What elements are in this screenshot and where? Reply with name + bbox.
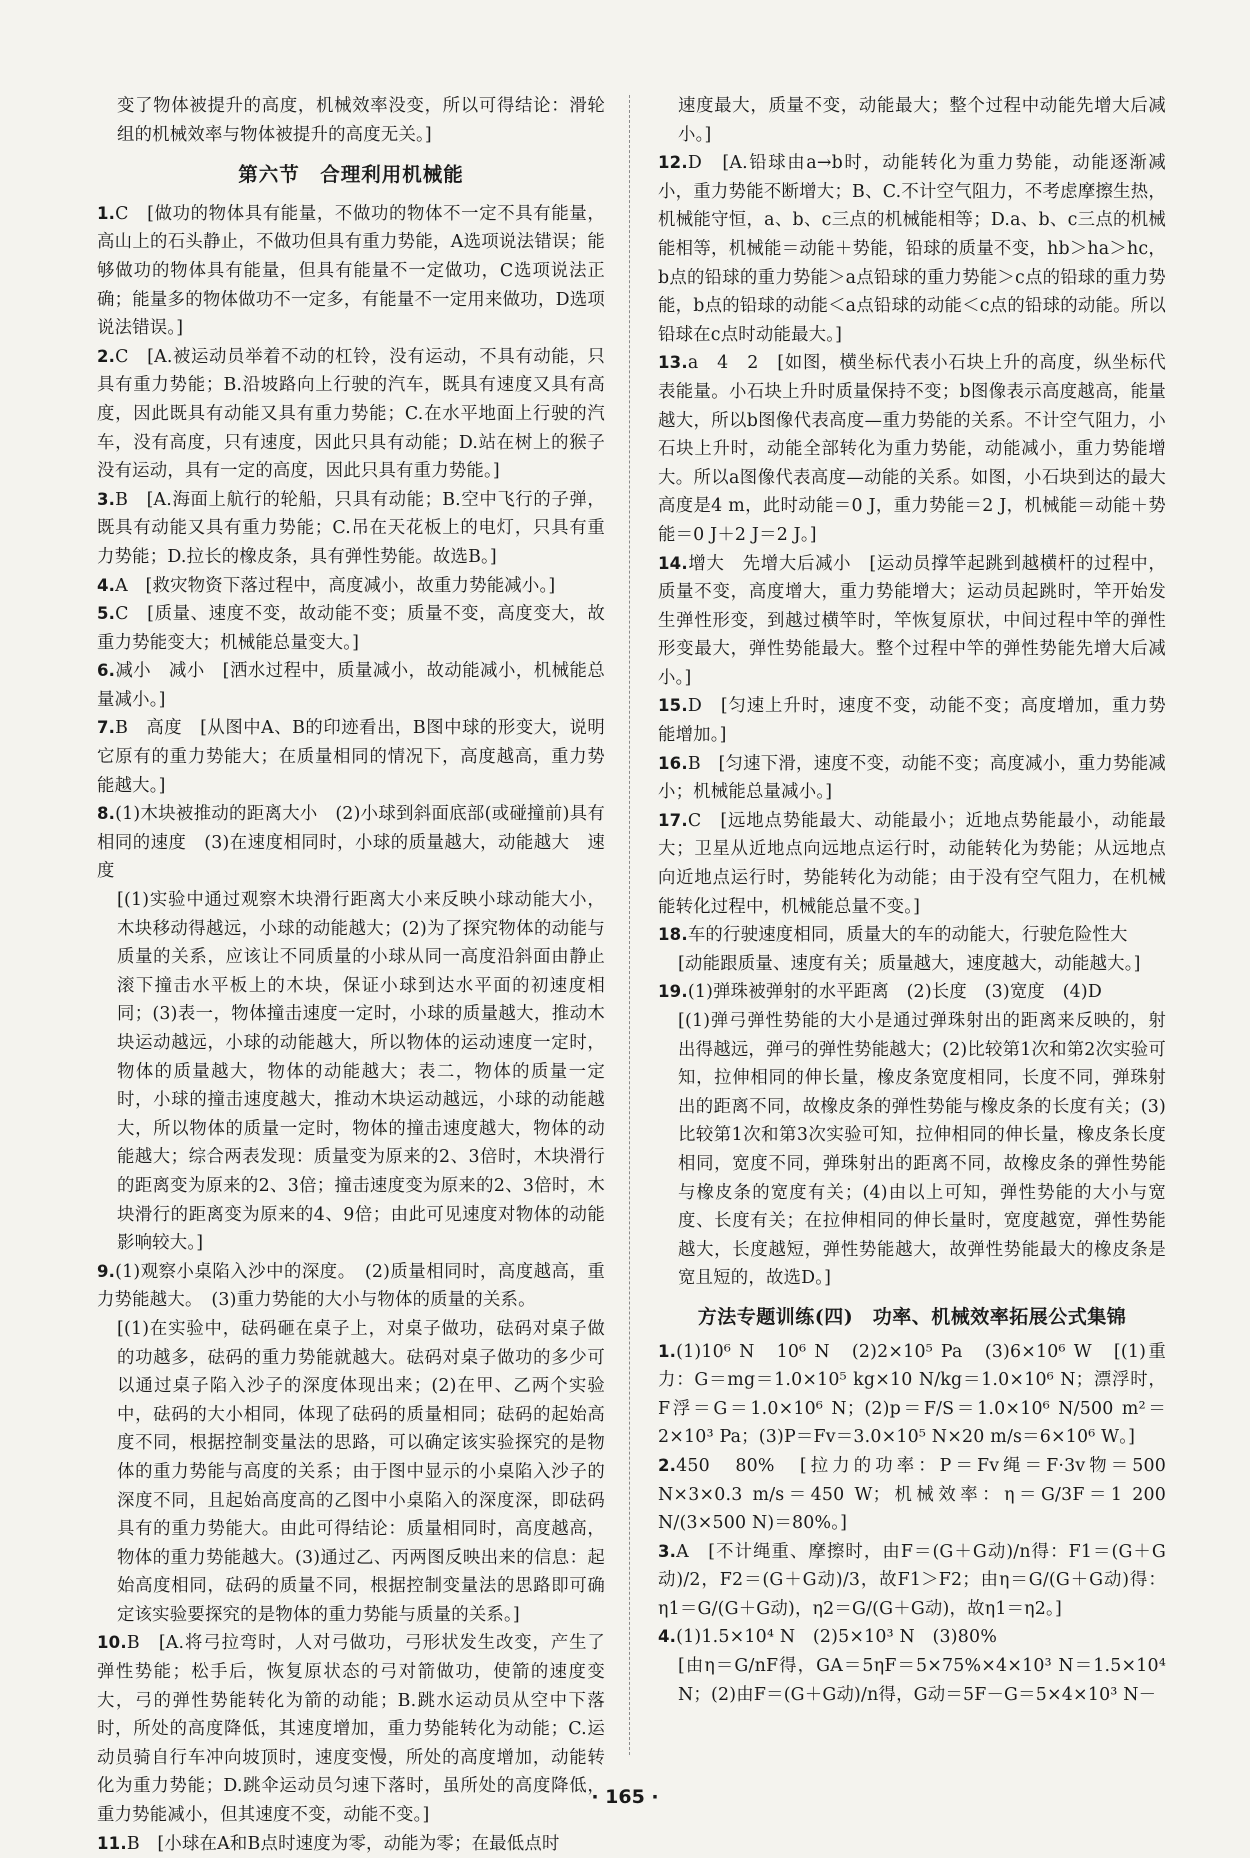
column-divider bbox=[629, 95, 630, 1755]
answer-item: 3.B [A.海面上航行的轮船，只具有动能；B.空中飞行的子弹，既具有动能又具有重力势能；C.吊在天花板上的电灯，只具有重力势能；D.拉长的橡皮条，具有弹性势能。故选B。] bbox=[97, 489, 605, 567]
answer-item: 4.A [救灾物资下落过程中，高度减小，故重力势能减小。] bbox=[97, 575, 556, 596]
right-answer-list-2 bbox=[658, 1338, 1166, 1710]
answer-item: 1.C [做功的物体具有能量，不做功的物体不一定不具有能量，高山上的石头静止，不做功但具有重力势能，A选项说法错误；能够做功的物体具有能量，但具有能量不一定做功，C选项说法正确；能量多的物体做功不一定多，有能量不一定用来做功，D选项说法错误。] bbox=[97, 203, 605, 339]
answer-item: 4.(1)1.5×10⁴ N (2)5×10³ N (3)80% bbox=[658, 1627, 998, 1648]
answer-item: 17.C [远地点势能最大、动能最小；近地点势能最小，动能最大；卫星从近地点向远地点运行时，动能转化为势能；从远地点向近地点运行时，势能转化为动能；由于没有空气阻力，在机械能转化过程中，机械能总量不变。] bbox=[658, 810, 1166, 917]
answer-item: 13.a 4 2 [如图，横坐标代表小石块上升的高度，纵坐标代表能量。小石块上升时质量保持不变；b图像表示高度越高，能量越大，所以b图像代表高度—重力势能的关系。不计空气阻力，小石块上升时，动能全部转化为重力势能，动能减小，重力势能增大。所以a图像代表高度—动能的关系。如图，小石块到达的最大高度是4 m，此时动能＝0 J，重力势能＝2 J，机械能＝动能＋势能＝0 J＋2 J＝2 J。] bbox=[658, 353, 1166, 545]
answer-explanation: [(1)在实验中，砝码砸在桌子上，对桌子做功，砝码对桌子做的功越多，砝码的重力势能就越大。砝码对桌子做功的多少可以通过桌子陷入沙子的深度体现出来；(2)在甲、乙两个实验中，砝码的大小相同，体现了砝码的质量相同；砝码的起始高度不同，根据控制变量法的思路，可以确定该实验探究的是物体的重力势能与高度的关系；由于图中显示的小桌陷入沙子的深度不同，且起始高度高的乙图中小桌陷入的深度深，即砝码具有的重力势能大。由此可得结论：质量相同时，高度越高，物体的重力势能越大。(3)通过乙、丙两图反映出来的信息：起始高度相同，砝码的质量不同，根据控制变量法的思路即可确定该实验要探究的是物体的重力势能与质量的关系。] bbox=[117, 1318, 605, 1625]
section-title-6: 第六节 合理利用机械能 bbox=[238, 163, 464, 187]
answer-item: 19.(1)弹珠被弹射的水平距离 (2)长度 (3)宽度 (4)D bbox=[658, 982, 1102, 1003]
answer-item: 2.450 80% [拉力的功率：P＝Fv绳＝F·3v物＝500 N×3×0.3 m/s＝450 W；机械效率：η＝G/3F＝1 200 N/(3×500 N)＝80%。] bbox=[658, 1455, 1166, 1534]
right-column bbox=[658, 92, 1166, 1709]
answer-item: 18.车的行驶速度相同，质量大的车的动能大，行驶危险性大 bbox=[658, 925, 1128, 946]
answer-item: 8.(1)木块被推动的距离大小 (2)小球到斜面底部(或碰撞前)具有相同的速度 (3)在速度相同时，小球的质量越大，动能越大 速度 bbox=[97, 804, 605, 882]
answer-item: 10.B [A.将弓拉弯时，人对弓做功，弓形状发生改变，产生了弹性势能；松手后，恢复原状态的弓对箭做功，使箭的速度变大，弓的弹性势能转化为箭的动能；B.跳水运动员从空中下落时，所处的高度降低，其速度增加，重力势能转化为动能；C.运动员骑自行车冲向坡顶时，速度变慢，所处的高度增加，动能转化为重力势能；D.跳伞运动员匀速下落时，虽所处的高度降低，重力势能减小，但其速度不变，动能不变。] bbox=[97, 1633, 605, 1826]
answer-item: 6.减小 减小 [洒水过程中，质量减小，故动能减小，机械能总量减小。] bbox=[97, 661, 605, 710]
answer-explanation: [动能跟质量、速度有关；质量越大，速度越大，动能越大。] bbox=[678, 953, 1141, 974]
answer-item: 2.C [A.被运动员举着不动的杠铃，没有运动，不具有动能，只具有重力势能；B.沿坡路向上行驶的汽车，既具有速度又具有高度，因此既具有动能又具有重力势能；C.在水平地面上行驶的汽车，没有高度，只有速度，因此只具有动能；D.站在树上的猴子没有运动，具有一定的高度，因此只具有重力势能。] bbox=[97, 346, 605, 482]
answer-explanation: [由η＝G/nF得，GA＝5ηF＝5×75%×4×10³ N＝1.5×10⁴ N；(2)由F＝(G＋G动)/n得，G动＝5F－G＝5×4×10³ N－ bbox=[678, 1656, 1166, 1705]
answer-item: 16.B [匀速下滑，速度不变，动能不变；高度减小，重力势能减小；机械能总量减小。] bbox=[658, 753, 1166, 803]
left-answer-list bbox=[97, 200, 605, 1858]
answer-explanation: [(1)实验中通过观察木块滑行距离大小来反映小球动能大小，木块移动得越远，小球的动能越大；(2)为了探究物体的动能与质量的关系，应该让不同质量的小球从同一高度沿斜面由静止滚下撞击水平板上的木块，保证小球到达水平面的初速度相同；(3)表一，物体撞击速度一定时，小球的质量越大，推动木块运动越远，小球的动能越大，所以物体的运动速度一定时，物体的质量越大，物体的动能越大；表二，物体的质量一定时，小球的撞击速度越大，推动木块运动越远，小球的动能越大，所以物体的质量一定时，物体的撞击速度越大，物体的动能越大；综合两表发现：质量变为原来的2、3倍时，木块滑行的距离变为原来的2、3倍；撞击速度变为原来的2、3倍时，木块滑行的距离变为原来的4、9倍；由此可见速度对物体的动能影响较大。] bbox=[117, 890, 605, 1254]
left-column bbox=[97, 92, 605, 1858]
section-title-method-4: 方法专题训练(四) 功率、机械效率拓展公式集锦 bbox=[697, 1305, 1127, 1328]
right-intro: 速度最大，质量不变，动能最大；整个过程中动能先增大后减小。] bbox=[678, 96, 1166, 145]
answer-item: 5.C [质量、速度不变，故动能不变；质量不变，高度变大，故重力势能变大；机械能总量变大。] bbox=[97, 604, 605, 653]
left-intro: 变了物体被提升的高度，机械效率没变，所以可得结论：滑轮组的机械效率与物体被提升的高度无关。] bbox=[117, 96, 605, 145]
answer-item: 11.B [小球在A和B点时速度为零，动能为零；在最低点时 bbox=[97, 1833, 560, 1854]
answer-explanation: [(1)弹弓弹性势能的大小是通过弹珠射出的距离来反映的，射出得越远，弹弓的弹性势能越大；(2)比较第1次和第2次实验可知，拉伸相同的伸长量，橡皮条宽度相同，长度不同，弹珠射出的距离不同，故橡皮条的弹性势能与橡皮条的长度有关；(3)比较第1次和第3次实验可知，拉伸相同的伸长量，橡皮条长度相同，宽度不同，弹珠射出的距离不同，故橡皮条的弹性势能与橡皮条的宽度有关；(4)由以上可知，弹性势能的大小与宽度、长度有关；在拉伸相同的伸长量时，宽度越宽，弹性势能越大，长度越短，弹性势能越大，故弹性势能最大的橡皮条是宽且短的，故选D。] bbox=[678, 1011, 1166, 1289]
answer-item: 3.A [不计绳重、摩擦时，由F＝(G＋G动)/n得：F1＝(G＋G动)/2，F2＝(G＋G动)/3，故F1＞F2；由η＝G/(G＋G动)得：η1＝G/(G＋G动)，η2＝G/(G＋G动)，故η1＝η2。] bbox=[658, 1541, 1166, 1619]
answer-item: 15.D [匀速上升时，速度不变，动能不变；高度增加，重力势能增加。] bbox=[658, 696, 1166, 746]
page-number: · 165 · bbox=[591, 1786, 659, 1808]
answer-item: 12.D [A.铅球由a→b时，动能转化为重力势能，动能逐渐减小，重力势能不断增大；B、C.不计空气阻力，不考虑摩擦生热，机械能守恒，a、b、c三点的机械能相等；D.a、b、c三点的机械能相等，机械能＝动能＋势能，铅球的质量不变，hb＞ha＞hc，b点的铅球的重力势能＞a点铅球的重力势能＞c点的铅球的重力势能，b点的铅球的动能＜a点铅球的动能＜c点的铅球的动能。所以铅球在c点时动能最大。] bbox=[658, 153, 1166, 345]
answer-item: 1.(1)10⁶ N 10⁶ N (2)2×10⁵ Pa (3)6×10⁶ W [(1)重力：G＝mg＝1.0×10⁵ kg×10 N/kg＝1.0×10⁶ N；漂浮时，F浮＝G＝1.0×10⁶ N；(2)p＝F/S＝1.0×10⁶ N/500 m²＝2×10³ Pa；(3)P＝Fv＝3.0×10⁵ N×20 m/s＝6×10⁶ W。] bbox=[658, 1341, 1166, 1448]
answer-item: 9.(1)观察小桌陷入沙中的深度。 (2)质量相同时，高度越高，重力势能越大。 (3)重力势能的大小与物体的质量的关系。 bbox=[97, 1261, 605, 1311]
right-answer-list bbox=[658, 149, 1166, 1293]
answer-item: 7.B 高度 [从图中A、B的印迹看出，B图中球的形变大，说明它原有的重力势能大；在质量相同的情况下，高度越高，重力势能越大。] bbox=[97, 718, 605, 796]
answer-item: 14.增大 先增大后减小 [运动员撑竿起跳到越横杆的过程中，质量不变，高度增大，重力势能增大；运动员起跳时，竿开始发生弹性形变，到越过横竿时，竿恢复原状，中间过程中竿的弹性形变最大，弹性势能最大。整个过程中竿的弹性势能先增大后减小。] bbox=[658, 553, 1166, 688]
